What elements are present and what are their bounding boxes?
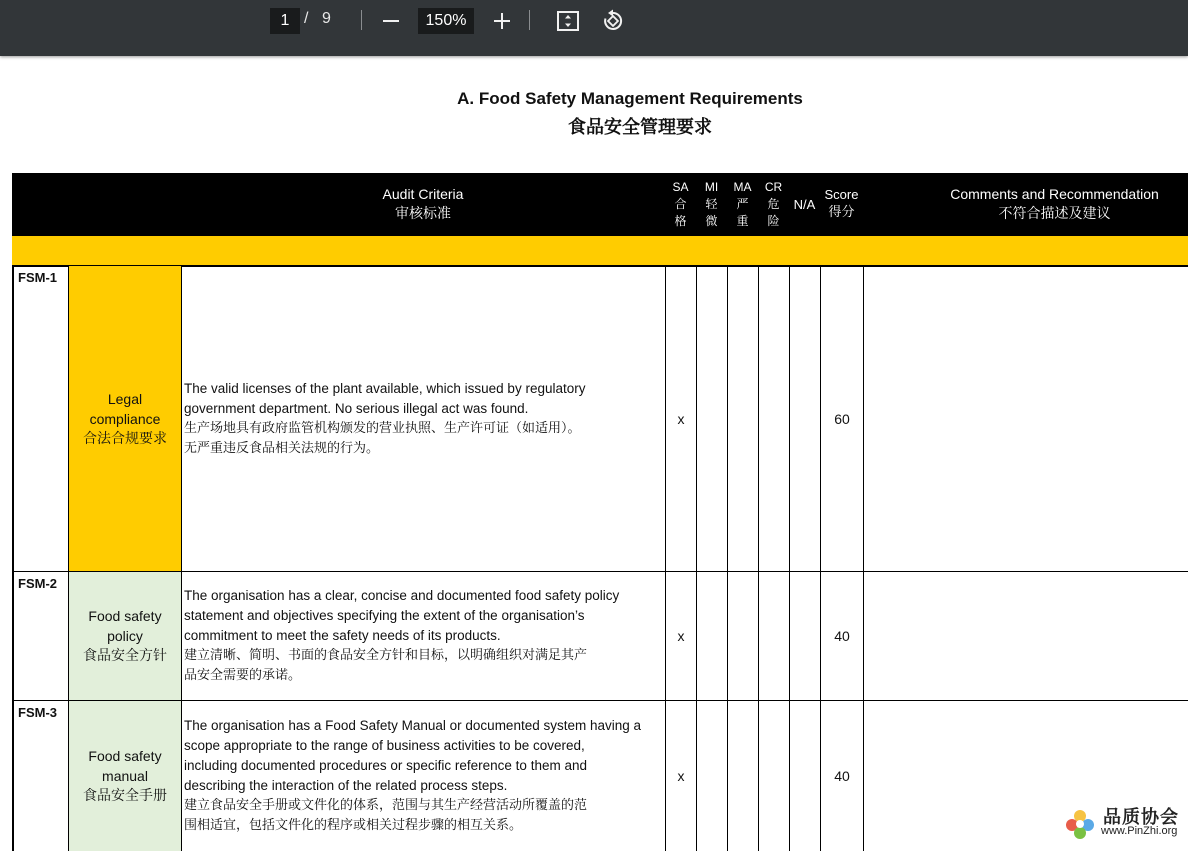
row-ma-mark (727, 266, 758, 571)
row-cr-mark (758, 572, 789, 700)
header-mi: MI 轻 微 (704, 179, 719, 228)
table-row (12, 572, 1188, 701)
row-mi-mark (696, 266, 727, 571)
row-na-mark (789, 572, 820, 700)
row-ma-mark (727, 572, 758, 700)
page-separator: / (304, 10, 309, 27)
row-criteria: The organisation has a clear, concise and documented food safety policy statement and objectives specifying the extent of the organisation’s commitment to meet the safety needs of its products. 建立清晰、简明、书面的食品安全方针和目标，以明确组织对满足其产 品安全需要的承诺。 (181, 572, 665, 700)
rotate-icon[interactable] (598, 6, 628, 36)
table-header (12, 173, 1188, 235)
section-title: A. Food Safety Management Requirements (457, 89, 803, 108)
row-na-mark (789, 266, 820, 571)
row-sa-mark: x (665, 572, 696, 700)
row-sa-mark: x (665, 701, 696, 851)
pdf-toolbar (0, 0, 1188, 56)
header-score: Score 得分 (824, 187, 859, 220)
row-criteria: The organisation has a Food Safety Manual or documented system having a scope appropriate to the range of business activities to be covered, including documented procedures or specific reference to them and describing the interaction of the related process steps. 建立食品安全手册或文件化的体系，范围与其生产经营活动所覆盖的范 围相适宜，包括文件化的程序或相关过程步骤的相互关系。 (181, 701, 665, 851)
row-cr-mark (758, 266, 789, 571)
page-number-input[interactable]: 1 (270, 8, 300, 34)
header-audit-criteria: Audit Criteria 审核标准 (382, 186, 464, 222)
table-row (12, 701, 1188, 851)
table-row (12, 266, 1188, 572)
row-category: Food safety policy 食品安全方针 (68, 572, 181, 700)
toolbar-divider (529, 10, 530, 30)
row-id: FSM-1 (12, 266, 68, 571)
header-na: N/A (793, 196, 816, 212)
zoom-out-icon[interactable] (376, 6, 406, 36)
header-comments: Comments and Recommendation 不符合描述及建议 (950, 186, 1159, 222)
row-mi-mark (696, 701, 727, 851)
zoom-level-input[interactable]: 150% (418, 8, 474, 34)
row-score: 60 (820, 266, 863, 571)
section-band (12, 235, 1188, 267)
total-pages: 9 (322, 10, 331, 27)
watermark (1063, 803, 1188, 842)
row-criteria: The valid licenses of the plant available, which issued by regulatory government department. No serious illegal act was found. 生产场地具有政府监管机构颁发的营业执照、生产许可证（如适用）。 无严重违反食品相关法规的行为。 (181, 266, 665, 571)
header-cr: CR 危 险 (764, 179, 783, 228)
header-ma: MA 严 重 (733, 179, 752, 228)
zoom-in-icon[interactable] (487, 6, 517, 36)
watermark-url: www.PinZhi.org (1101, 825, 1178, 837)
row-id: FSM-2 (12, 572, 68, 700)
row-sa-mark: x (665, 266, 696, 571)
fit-page-icon[interactable] (553, 6, 583, 36)
row-score: 40 (820, 572, 863, 700)
row-na-mark (789, 701, 820, 851)
row-ma-mark (727, 701, 758, 851)
header-sa: SA 合 格 (672, 179, 689, 228)
section-title-chinese: 食品安全管理要求 (568, 117, 712, 138)
row-category: Legal compliance 合法合规要求 (68, 266, 181, 571)
row-id: FSM-3 (12, 701, 68, 851)
row-comments (863, 572, 1188, 700)
row-category: Food safety manual 食品安全手册 (68, 701, 181, 851)
row-score: 40 (820, 701, 863, 851)
flower-logo-icon (1063, 807, 1097, 841)
row-cr-mark (758, 701, 789, 851)
row-comments (863, 266, 1188, 571)
toolbar-divider (361, 10, 362, 30)
row-mi-mark (696, 572, 727, 700)
watermark-name: 品质协会 (1103, 807, 1179, 828)
